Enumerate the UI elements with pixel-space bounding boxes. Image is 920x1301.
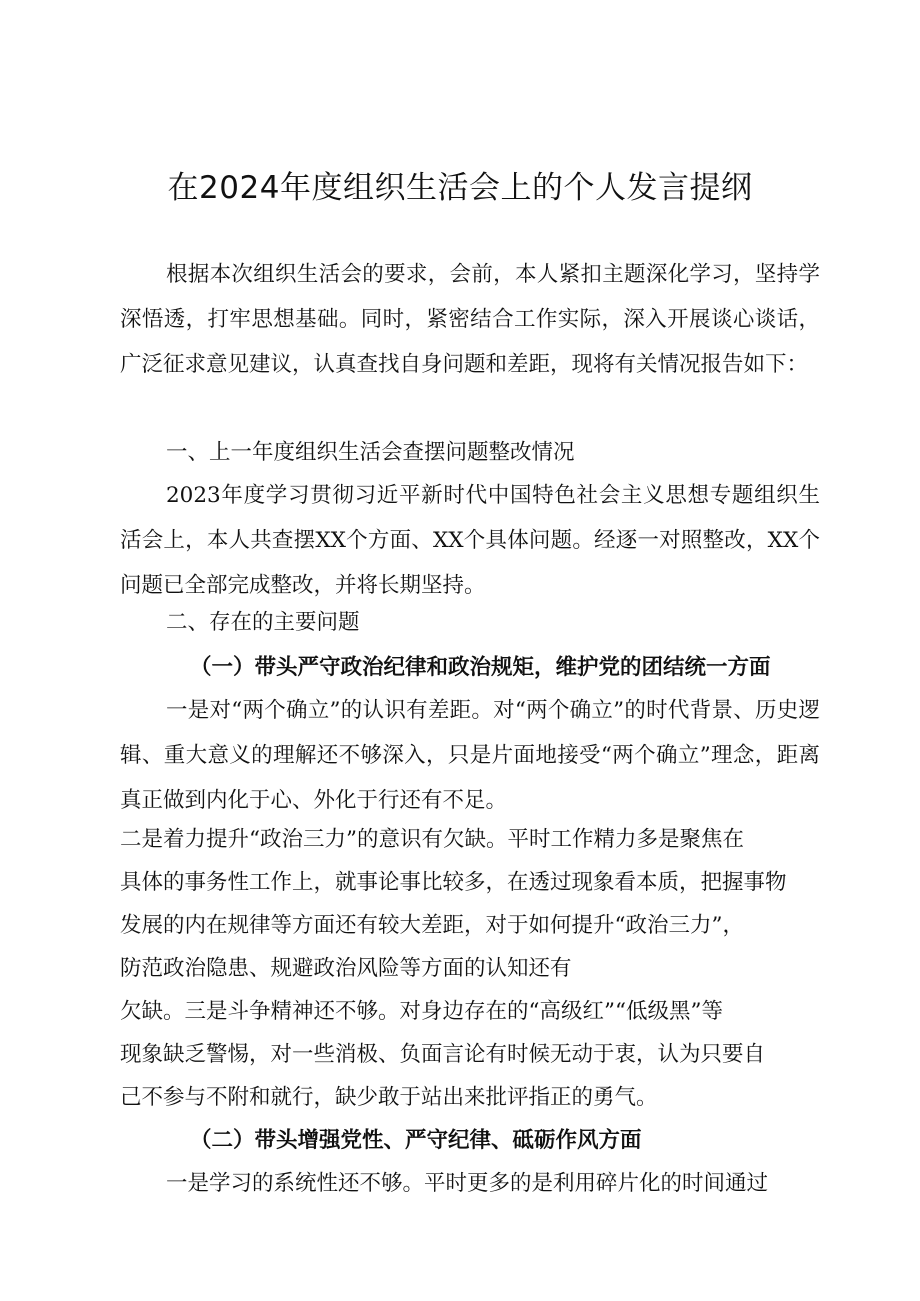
section2-heading: 二、存在的主要问题 <box>166 610 360 635</box>
subsection1-heading: （一）带头严守政治纪律和政治规矩，维护党的团结统一方面 <box>190 655 771 680</box>
subsection1-para2-line: 发展的内在规律等方面还有较大差距，对于如何提升“政治三力”， <box>120 913 744 938</box>
intro-paragraph: 根据本次组织生活会的要求，会前，本人紧扣主题深化学习，坚持学深悟透，打牢思想基础。同时，紧密结合工作实际，深入开展谈心谈话，广泛征求意见建议，认真查找自身问题和差距，现将有关情况报告如下： <box>120 262 820 377</box>
subsection1-para2-line: 欠缺。三是斗争精神还不够。对身边存在的“高级红”“低级黑”等 <box>120 999 723 1024</box>
subsection1-para2-line: 二是着力提升“政治三力”的意识有欠缺。平时工作精力多是聚焦在 <box>120 827 744 852</box>
section1-heading: 一、上一年度组织生活会查摆问题整改情况 <box>166 440 575 465</box>
subsection2-heading: （二）带头增强党性、严守纪律、砥砺作风方面 <box>190 1128 642 1153</box>
document-title: 在2024年度组织生活会上的个人发言提纲 <box>167 170 753 206</box>
subsection2-paragraph1: 一是学习的系统性还不够。平时更多的是利用碎片化的时间通过 <box>166 1171 769 1196</box>
subsection1-para2-line: 己不参与不附和就行，缺少敢于站出来批评指正的勇气。 <box>120 1085 658 1110</box>
subsection1-para2-line: 现象缺乏警惕，对一些消极、负面言论有时候无动于衷，认为只要自 <box>120 1042 766 1067</box>
section1-body: 2023年度学习贯彻习近平新时代中国特色社会主义思想专题组织生活会上，本人共查摆XX个方面、XX个具体问题。经逐一对照整改，XX个问题已全部完成整改，并将长期坚持。 <box>120 483 820 598</box>
subsection1-para2-line: 具体的事务性工作上，就事论事比较多，在透过现象看本质，把握事物 <box>120 870 787 895</box>
subsection1-para2-line: 防范政治隐患、规避政治风险等方面的认知还有 <box>120 956 572 981</box>
subsection1-paragraph1: 一是对“两个确立”的认识有差距。对“两个确立”的时代背景、历史逻辑、重大意义的理解还不够深入，只是片面地接受“两个确立”理念，距离真正做到内化于心、外化于行还有不足。 <box>120 698 820 813</box>
